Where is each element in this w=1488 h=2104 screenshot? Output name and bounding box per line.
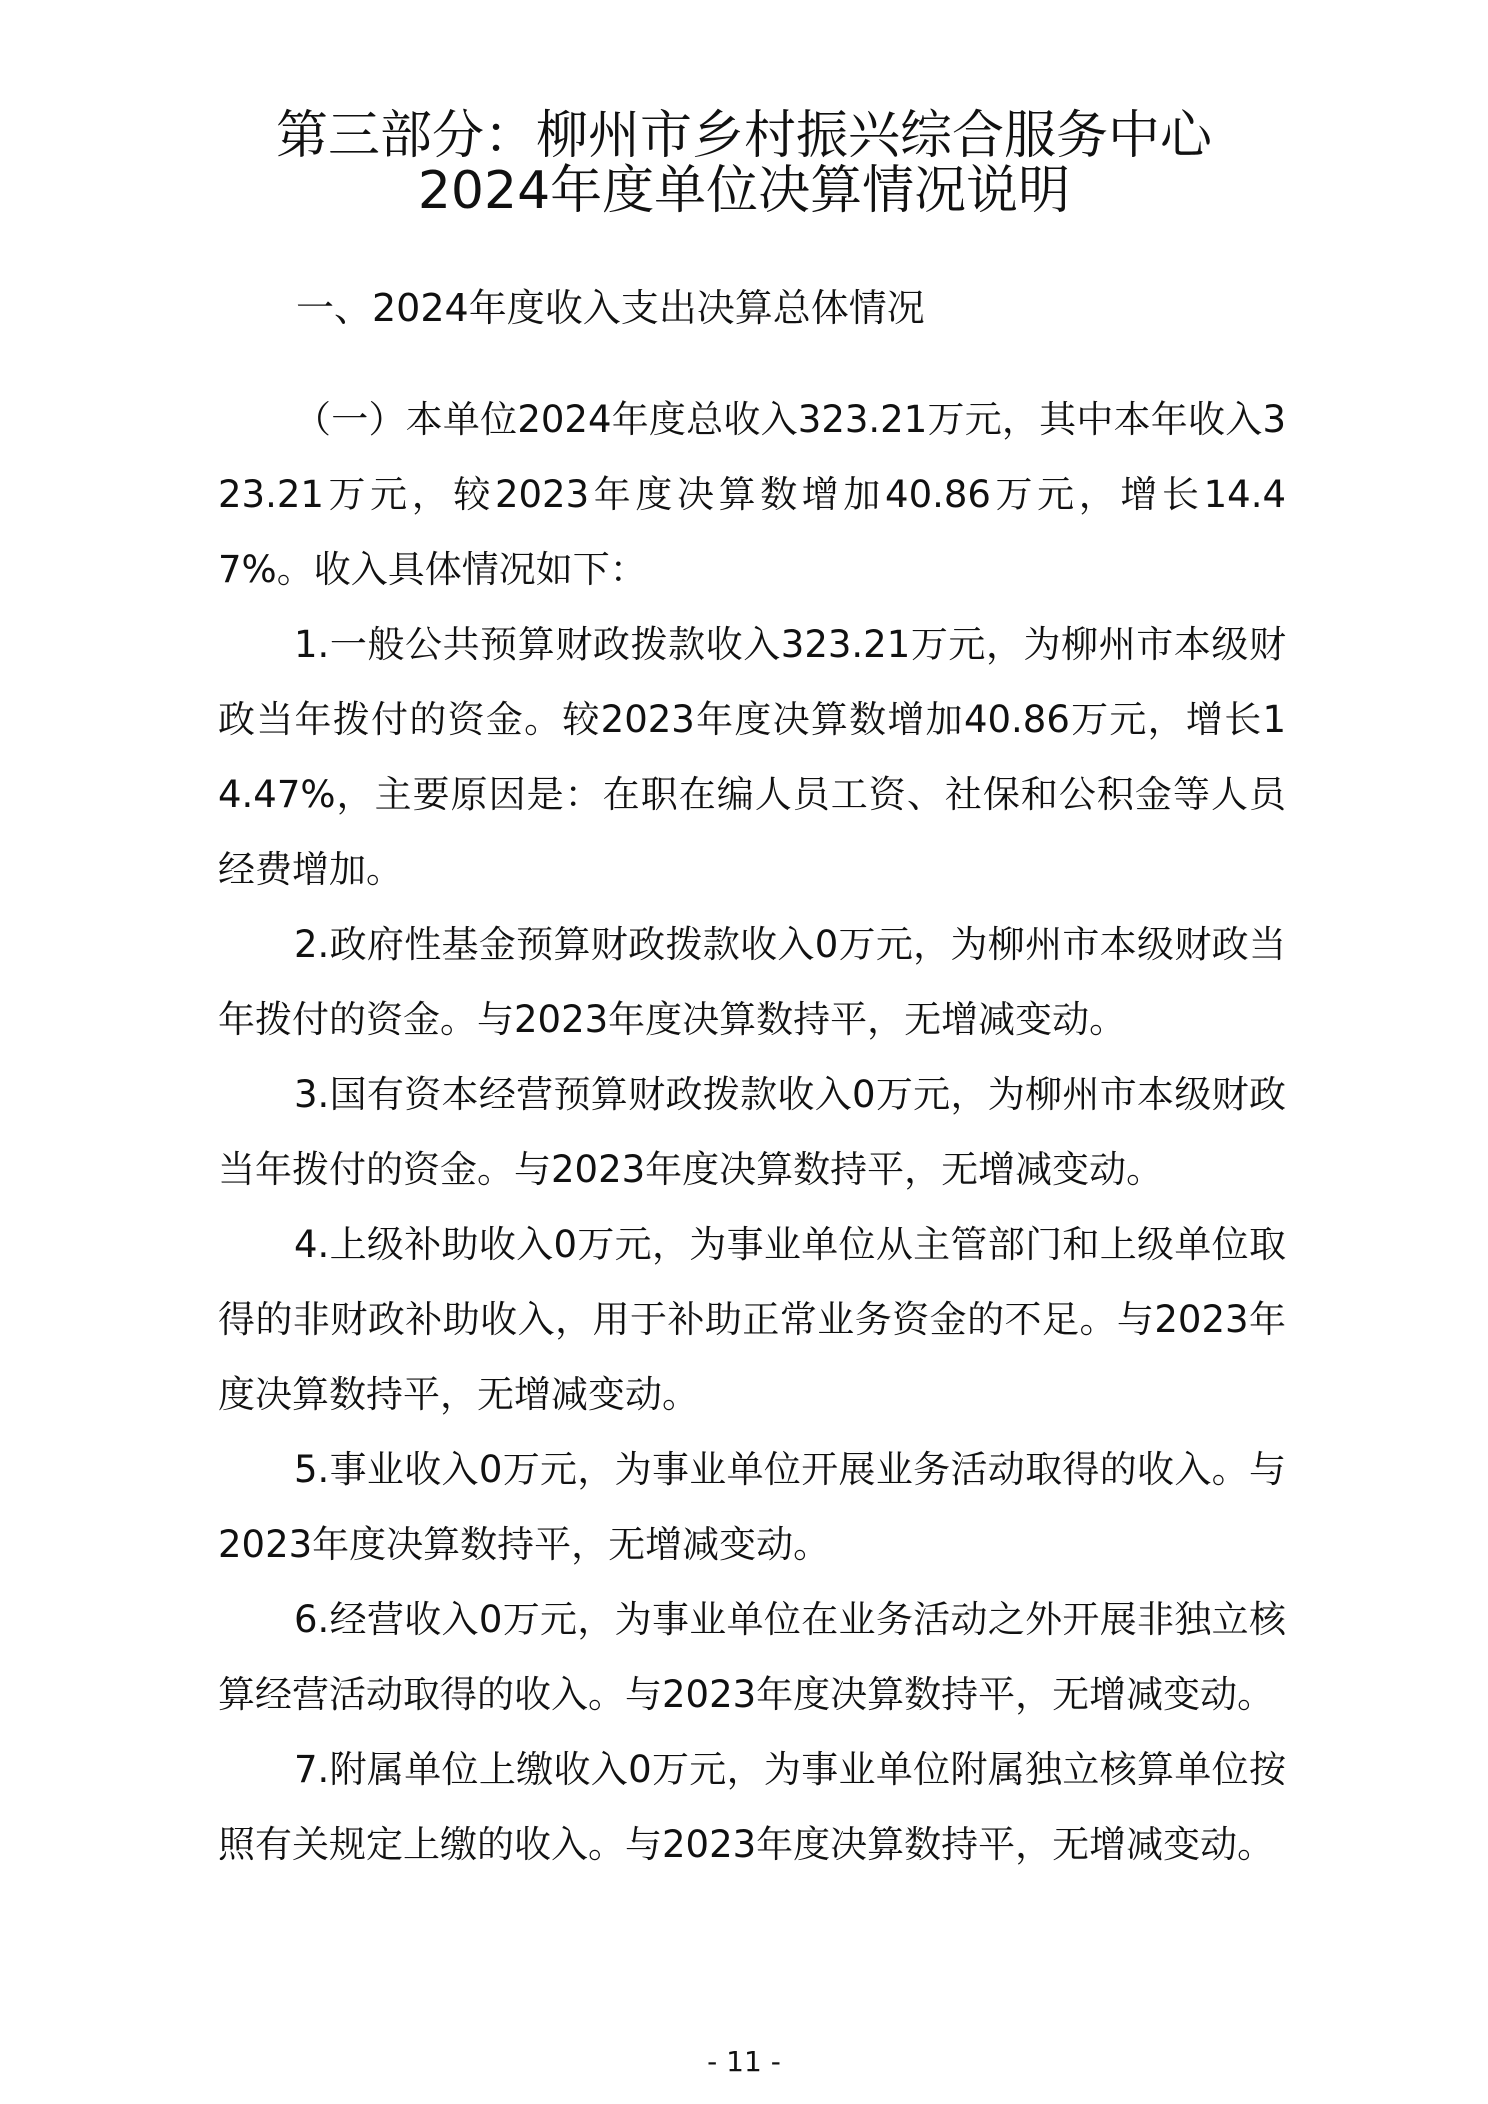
paragraph-general-budget: 1.一般公共预算财政拨款收入323.21万元，为柳州市本级财政当年拨付的资金。较2023年度决算数增加40.86万元，增长14.47%，主要原因是：在职在编人员工资、社保和公积金等人员经费增加。 xyxy=(218,623,1286,891)
paragraph-operating-income: 6.经营收入0万元，为事业单位在业务活动之外开展非独立核算经营活动取得的收入。与2023年度决算数持平，无增减变动。 xyxy=(218,1598,1286,1716)
paragraph-business-income: 5.事业收入0万元，为事业单位开展业务活动取得的收入。与2023年度决算数持平，无增减变动。 xyxy=(218,1448,1286,1566)
paragraph-superior-subsidy: 4.上级补助收入0万元，为事业单位从主管部门和上级单位取得的非财政补助收入，用于补助正常业务资金的不足。与2023年度决算数持平，无增减变动。 xyxy=(218,1223,1286,1416)
document-title-line1: 第三部分：柳州市乡村振兴综合服务中心 xyxy=(275,106,1212,166)
page-number: - 11 - xyxy=(707,2045,781,2078)
paragraph-state-capital: 3.国有资本经营预算财政拨款收入0万元，为柳州市本级财政当年拨付的资金。与2023年度决算数持平，无增减变动。 xyxy=(218,1073,1286,1191)
paragraph-affiliated-income: 7.附属单位上缴收入0万元，为事业单位附属独立核算单位按照有关规定上缴的收入。与2023年度决算数持平，无增减变动。 xyxy=(218,1748,1286,1866)
section-heading: 一、2024年度收入支出决算总体情况 xyxy=(296,286,925,330)
document-title-line2: 2024年度单位决算情况说明 xyxy=(417,161,1071,221)
paragraph-total-income: （一）本单位2024年度总收入323.21万元，其中本年收入323.21万元，较2023年度决算数增加40.86万元，增长14.47%。收入具体情况如下： xyxy=(218,398,1286,591)
paragraph-fund-budget: 2.政府性基金预算财政拨款收入0万元，为柳州市本级财政当年拨付的资金。与2023年度决算数持平，无增减变动。 xyxy=(218,923,1286,1041)
